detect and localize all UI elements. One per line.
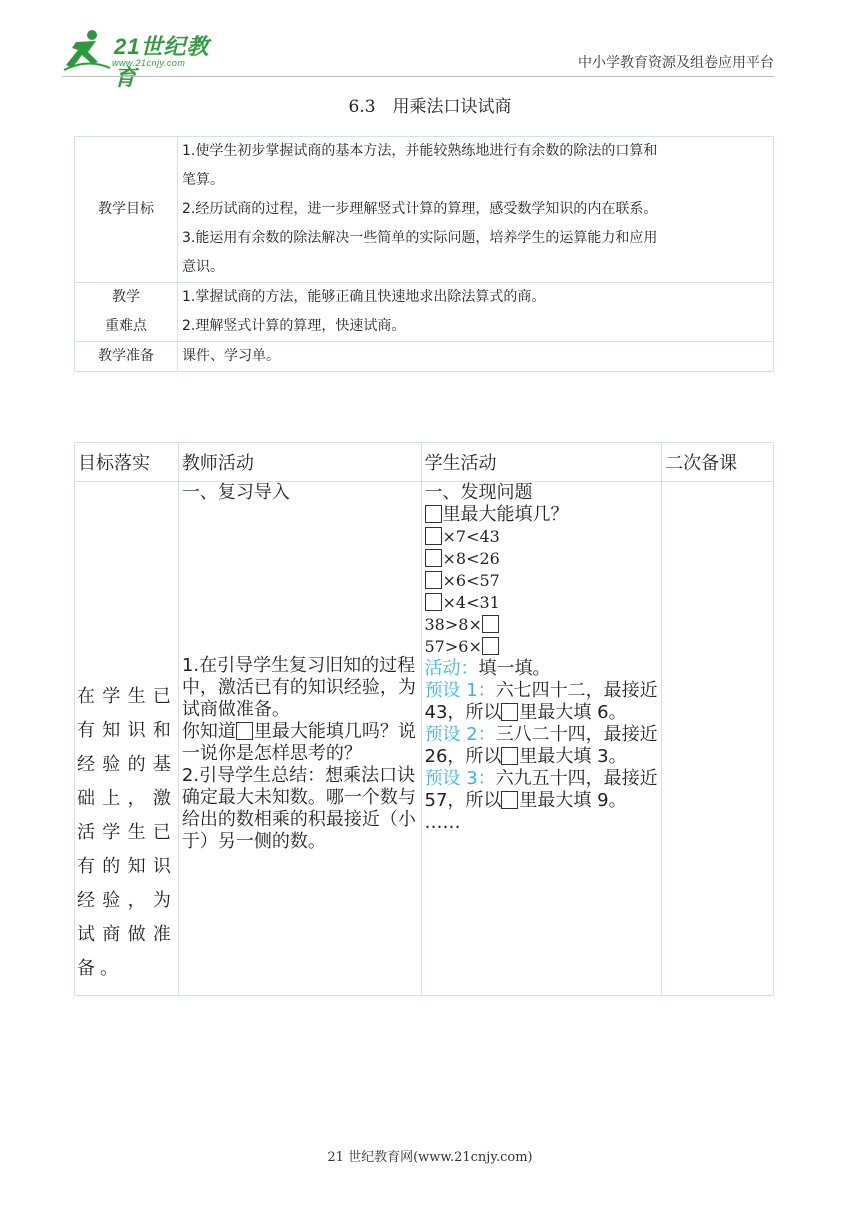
blank-box-icon: [425, 527, 442, 545]
activity-header-row: [75, 443, 774, 482]
blank-box-icon: [425, 571, 442, 589]
key-points-content: [178, 283, 774, 342]
preset-text: 里最大填 6。: [519, 702, 627, 723]
goal-line: 2.经历试商的过程，进一步理解竖式计算的算理，感受数学知识的内在联系。: [182, 201, 658, 217]
preset-text: 六九五十四，最接近 57，所以: [424, 768, 658, 811]
preset-label: 预设 1：: [424, 680, 496, 701]
equation-list: [425, 526, 659, 658]
page-footer: 21 世纪教育网(www.21cnjy.com): [327, 1150, 533, 1165]
logo-url: www.21cnjy.com: [112, 58, 186, 68]
goal-line: 3.能运用有余数的除法解决一些简单的实际问题，培养学生的运算能力和应用: [182, 230, 658, 246]
prep-row: [75, 342, 774, 372]
key-point-line: 2.理解竖式计算的算理，快速试商。: [182, 318, 406, 334]
header-teacher: 教师活动: [178, 443, 421, 482]
preset-3: [425, 768, 659, 812]
key-points-label: [75, 283, 178, 342]
equation: [425, 548, 659, 570]
teacher-spacer: [182, 504, 418, 655]
activity-line: [425, 658, 659, 680]
blank-box-icon: [425, 593, 442, 611]
preset-label: 预设 2：: [424, 724, 496, 745]
student-question: [425, 504, 659, 526]
teacher-para-1: 1.在引导学生复习旧知的过程中，激活已有的知识经验，为试商做准备。: [181, 655, 416, 720]
key-label-line: 重难点: [105, 318, 147, 334]
platform-name: 中小学教育资源及组卷应用平台: [578, 55, 774, 71]
activity-label: 活动：: [424, 658, 479, 679]
page-header: [0, 0, 860, 90]
header-goal: 目标落实: [75, 443, 179, 482]
teacher-para-2: [182, 721, 418, 765]
teacher-cell: [178, 482, 421, 996]
logo: [62, 28, 232, 90]
goals-content: [178, 137, 774, 283]
equation: [425, 636, 659, 658]
equation: [425, 526, 659, 548]
activity-row: [75, 482, 774, 996]
prep-content: 课件、学习单。: [178, 342, 774, 372]
equation: [425, 570, 659, 592]
teacher-para-2-b: 里最大能填几吗？说一说你是怎样思考的？: [181, 721, 416, 764]
equation-text: ×6<57: [442, 571, 500, 590]
goal-cell: [75, 482, 179, 996]
key-label-line: 教学: [112, 289, 140, 305]
runner-logo-icon: [62, 28, 112, 72]
logo-text: 21世纪教育: [114, 34, 210, 90]
goals-row: [75, 137, 774, 283]
blank-box-icon: [482, 637, 499, 655]
preset-text: 六七四十二，最接近 43，所以: [424, 680, 658, 723]
preset-1: [425, 680, 659, 724]
goal-text: 在学生已有知识和经验的基础上，激活学生已有的知识经验，为试商做准备。: [77, 686, 176, 979]
blank-box-icon: [501, 791, 518, 809]
student-section-title: 一、发现问题: [424, 482, 533, 503]
header-notes: 二次备课: [662, 443, 774, 482]
teacher-section-title: 一、复习导入: [181, 482, 290, 503]
equation-text: ×8<26: [442, 549, 500, 568]
goal-line: 1.使学生初步掌握试商的基本方法，并能较熟练地进行有余数的除法的口算和: [182, 143, 658, 159]
equation-text: 57>6×: [424, 637, 482, 656]
equation: [425, 592, 659, 614]
teacher-para-3: 2.引导学生总结：想乘法口诀确定最大未知数。哪一个数与给出的数相乘的积最接近（小于）另一侧的数。: [181, 765, 416, 852]
student-question-text: 里最大能填几？: [442, 504, 569, 525]
blank-box-icon: [425, 505, 442, 523]
blank-box-icon: [501, 703, 518, 721]
blank-box-icon: [501, 747, 518, 765]
page-title: 6.3 用乘法口诀试商: [348, 97, 512, 117]
key-point-line: 1.掌握试商的方法，能够正确且快速地求出除法算式的商。: [182, 289, 546, 305]
preset-2: [425, 724, 659, 768]
header-divider: [62, 76, 774, 77]
preset-text: 里最大填 9。: [519, 790, 627, 811]
teacher-para-2-a: 你知道: [181, 721, 236, 742]
preset-text: 里最大填 3。: [519, 746, 627, 767]
goal-line: 笔算。: [182, 172, 224, 188]
prep-label: 教学准备: [75, 342, 178, 372]
info-table: [74, 136, 774, 372]
activity-text: 填一填。: [478, 658, 551, 679]
header-student: 学生活动: [421, 443, 662, 482]
blank-box-icon: [236, 722, 253, 740]
blank-box-icon: [482, 615, 499, 633]
goals-label: 教学目标: [75, 137, 178, 283]
preset-label: 预设 3：: [424, 768, 496, 789]
equation-text: ×4<31: [442, 593, 500, 612]
key-points-row: [75, 283, 774, 342]
equation: [425, 614, 659, 636]
activity-table: [74, 442, 774, 996]
student-cell: [421, 482, 662, 996]
ellipsis: ……: [424, 812, 461, 833]
equation-text: ×7<43: [442, 527, 500, 546]
equation-text: 38>8×: [424, 615, 482, 634]
blank-box-icon: [425, 549, 442, 567]
preset-text: 三八二十四，最接近 26，所以: [424, 724, 658, 767]
goal-line: 意识。: [182, 259, 224, 275]
notes-cell: [662, 482, 774, 996]
